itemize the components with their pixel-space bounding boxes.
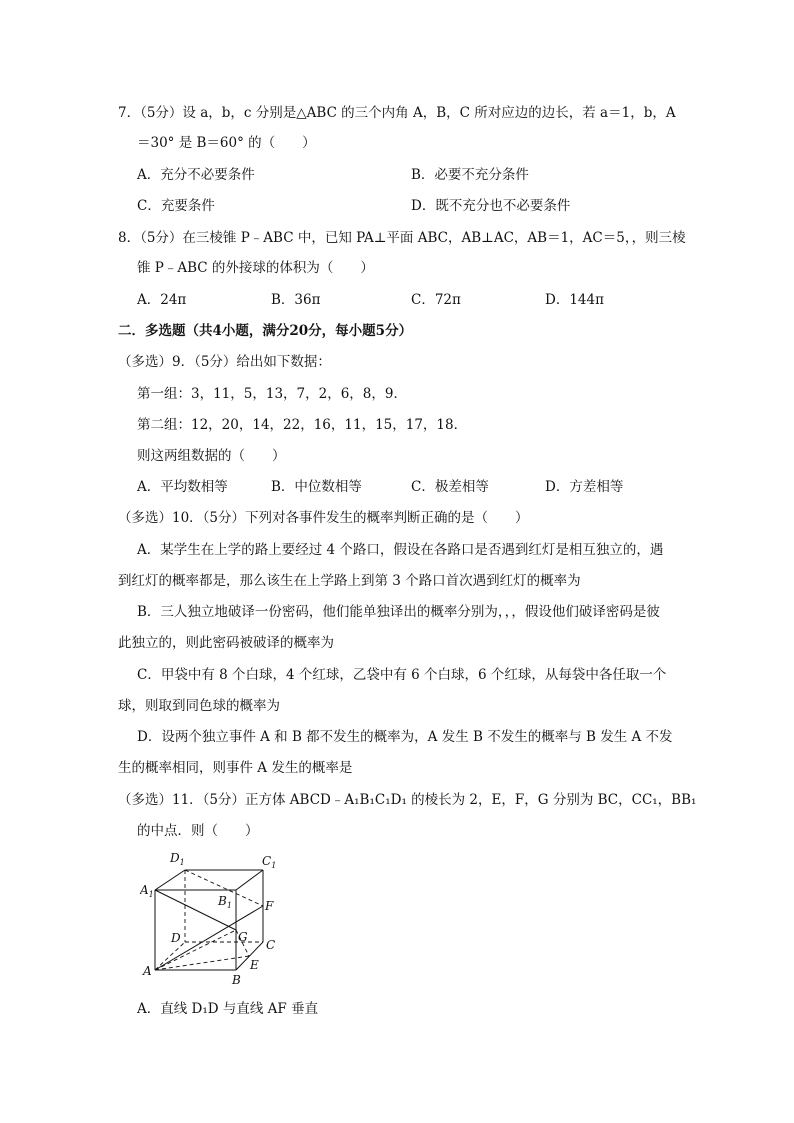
q8-line2: 锥 P﹣ABC 的外接球的体积为（ ） bbox=[137, 260, 374, 276]
label-b1: $B_1$ bbox=[218, 894, 232, 910]
q10-option-b-line2: 此独立的，则此密码被破译的概率为 bbox=[118, 635, 334, 651]
label-g: G bbox=[238, 930, 248, 944]
label-b: B bbox=[232, 973, 241, 987]
q7-line1: 7．（5分）设 a，b，c 分别是△ABC 的三个内角 A，B，C 所对应边的边长，若 a＝1，b，A bbox=[118, 105, 676, 121]
q7-option-b: B．必要不充分条件 bbox=[411, 167, 529, 183]
label-c: C bbox=[266, 938, 276, 952]
label-a: A bbox=[143, 964, 152, 978]
q9-option-b: B．中位数相等 bbox=[271, 479, 362, 495]
label-d: D bbox=[171, 931, 181, 945]
q10-option-a-line1: A．某学生在上学的路上要经过 4 个路口，假设在各路口是否遇到红灯是相互独立的，遇 bbox=[137, 542, 664, 558]
q9-option-c: C．极差相等 bbox=[411, 479, 489, 495]
label-f: F bbox=[265, 899, 274, 913]
q8-option-b: B．36π bbox=[271, 292, 321, 308]
q7-option-d: D．既不充分也不必要条件 bbox=[411, 198, 571, 214]
q10-option-c-line1: C．甲袋中有 8 个白球，4 个红球，乙袋中有 6 个白球，6 个红球，从每袋中各任取一个 bbox=[137, 667, 667, 683]
label-a1: $A_1$ bbox=[140, 883, 154, 899]
q8-line1: 8．（5分）在三棱锥 P﹣ABC 中，已知 PA⊥平面 ABC，AB⊥AC，AB＝1，AC＝5，，则三棱 bbox=[118, 230, 686, 246]
q9-group2: 第二组：12，20，14，22，16，11，15，17，18． bbox=[137, 417, 468, 433]
label-e: E bbox=[250, 958, 259, 972]
q7-option-c: C．充要条件 bbox=[137, 198, 215, 214]
q9-option-d: D．方差相等 bbox=[545, 479, 624, 495]
q10-option-c-line2: 球，则取到同色球的概率为 bbox=[118, 698, 280, 714]
q10-option-d-line1: D．设两个独立事件 A 和 B 都不发生的概率为，A 发生 B 不发生的概率与 B 发生 A 不发 bbox=[137, 729, 673, 745]
q7-option-a: A．充分不必要条件 bbox=[137, 167, 255, 183]
q9-option-a: A．平均数相等 bbox=[137, 479, 228, 495]
q11-option-a: A．直线 D₁D 与直线 AF 垂直 bbox=[137, 1001, 319, 1017]
q8-option-d: D．144π bbox=[545, 292, 604, 308]
q10-option-a-line2: 到红灯的概率都是，那么该生在上学路上到第 3 个路口首次遇到红灯的概率为 bbox=[118, 573, 581, 589]
label-c1: $C_1$ bbox=[262, 854, 277, 870]
q9-line1: （多选）9．（5分）给出如下数据： bbox=[118, 354, 331, 370]
q10-option-d-line2: 生的概率相同，则事件 A 发生的概率是 bbox=[118, 760, 353, 776]
q11-line2: 的中点．则（ ） bbox=[137, 823, 259, 839]
section-title: 二．多选题（共4小题，满分20分，每小题5分） bbox=[118, 323, 413, 339]
q9-stem: 则这两组数据的（ ） bbox=[137, 448, 286, 464]
q10-option-b-line1: B．三人独立地破译一份密码，他们能单独译出的概率分别为，，，假设他们破译密码是彼 bbox=[137, 604, 660, 620]
label-d1: $D_1$ bbox=[170, 851, 185, 867]
q7-line2: ＝30° 是 B＝60° 的（ ） bbox=[137, 135, 316, 151]
cube-figure bbox=[140, 845, 290, 990]
q10-line1: （多选）10．（5分）下列对各事件发生的概率判断正确的是（ ） bbox=[118, 510, 529, 526]
q11-line1: （多选）11．（5分）正方体 ABCD﹣A₁B₁C₁D₁ 的棱长为 2，E，F，G 分别为 BC，CC₁，BB₁ bbox=[118, 792, 697, 808]
q8-option-a: A．24π bbox=[137, 292, 187, 308]
q9-group1: 第一组：3，11，5，13，7，2，6，8，9． bbox=[137, 386, 407, 402]
q8-option-c: C．72π bbox=[411, 292, 461, 308]
